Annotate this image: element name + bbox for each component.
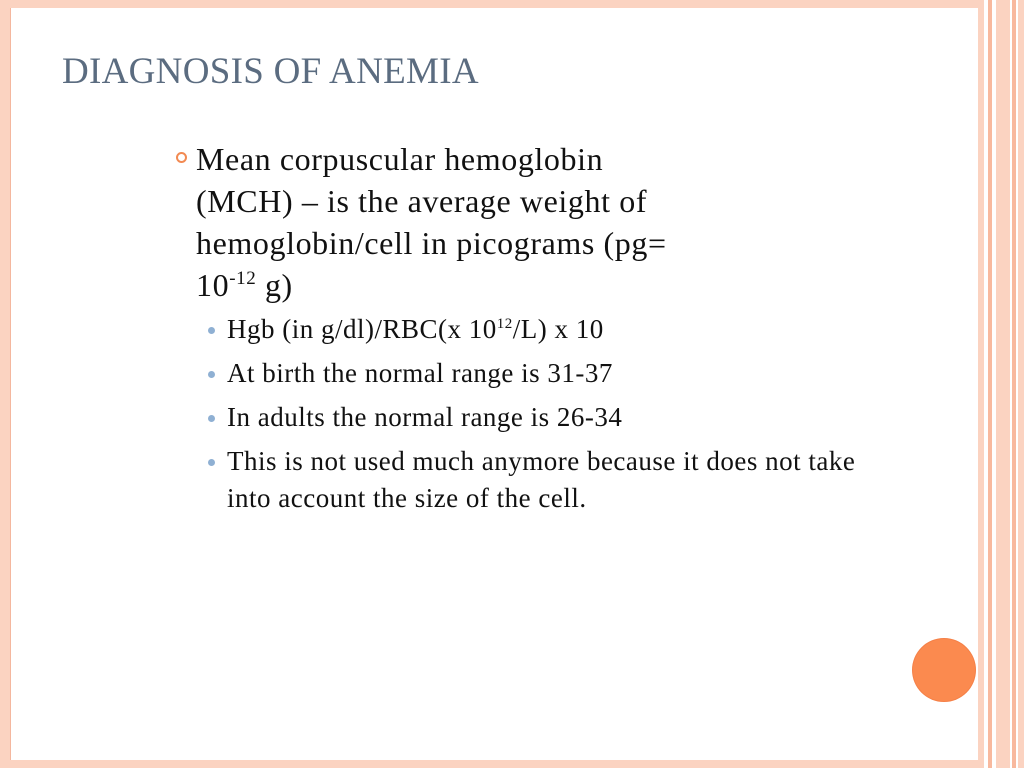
stripe (988, 0, 992, 768)
bullet-dot-icon (208, 415, 215, 422)
formula-exponent: 12 (496, 316, 513, 332)
formula-post: /L) x 10 (512, 314, 604, 344)
bullet-dot-icon (208, 459, 215, 466)
stripe (996, 0, 1010, 768)
ring-bullet-icon (176, 152, 187, 163)
frame-left-border (0, 0, 10, 768)
main-line-3: hemoglobin/cell in picograms (pg= (196, 225, 667, 261)
sub-bullet-birth-range (208, 355, 858, 392)
sub-bullet-text: At birth the normal range is 31-37 (227, 358, 613, 388)
stripe (1012, 0, 1016, 768)
main-bullet-text (196, 138, 816, 306)
sub-bullet-adult-range (208, 399, 858, 436)
main-line-1: Mean corpuscular hemoglobin (196, 141, 604, 177)
stripe (1018, 0, 1024, 768)
main-line-4-base: 10 (196, 267, 230, 303)
stripe (978, 0, 984, 768)
sub-bullet-text: In adults the normal range is 26-34 (227, 402, 623, 432)
decorative-orange-circle (913, 639, 975, 701)
main-line-2: (MCH) – is the average weight of (196, 183, 648, 219)
main-bullet (176, 138, 816, 306)
frame-bottom-border (0, 760, 1024, 768)
sub-bullet-text: This is not used much anymore because it does not take into account the size of the cell. (227, 446, 856, 513)
main-line-4-tail: g) (256, 267, 293, 303)
bullet-dot-icon (208, 327, 215, 334)
bullet-dot-icon (208, 371, 215, 378)
formula-pre: Hgb (in g/dl)/RBC(x 10 (227, 314, 497, 344)
sub-bullet-not-used (208, 443, 858, 517)
sub-bullet-formula (208, 311, 858, 348)
slide-title: DIAGNOSIS OF ANEMIA (62, 51, 479, 92)
main-line-4-exponent: -12 (229, 268, 257, 289)
frame-top-border (0, 0, 1024, 8)
sub-bullet-list (208, 311, 858, 524)
